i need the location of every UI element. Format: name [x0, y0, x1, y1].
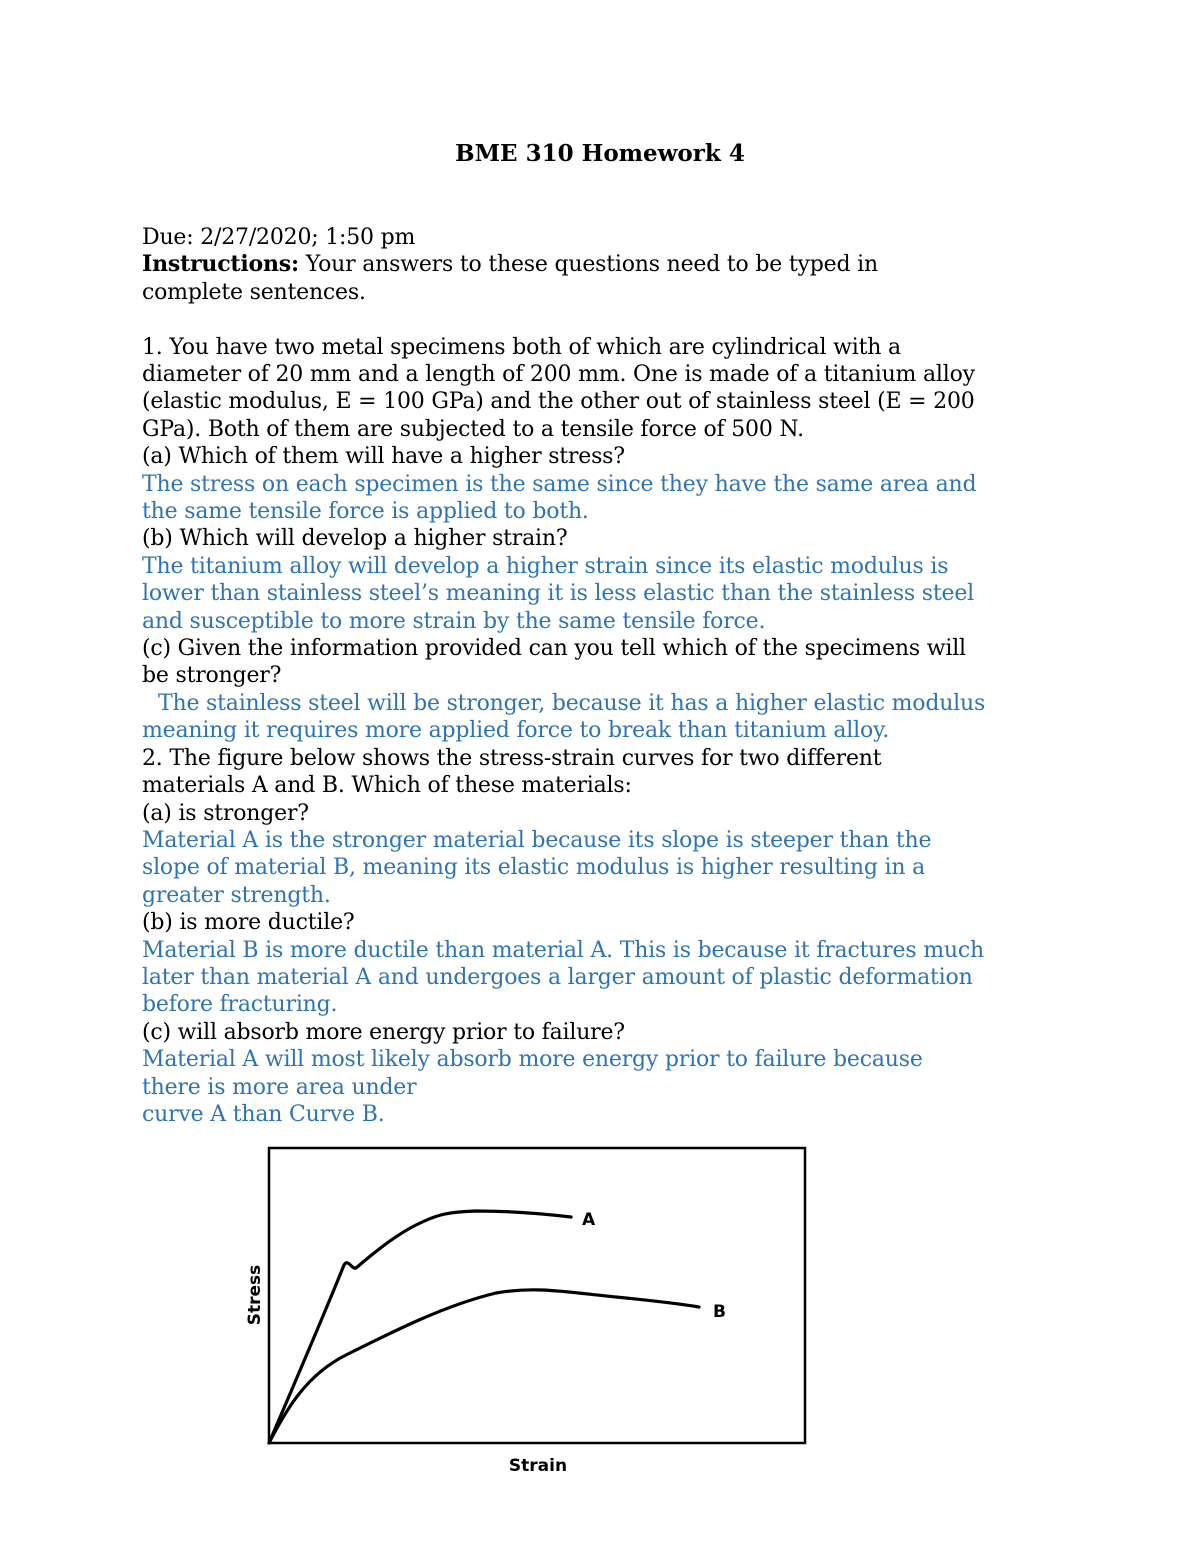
curve-a-label: A [582, 1210, 596, 1230]
x-axis-label: Strain [508, 1456, 568, 1476]
plot-frame [269, 1148, 805, 1443]
q2c-answer: curve A than Curve B. [142, 1101, 385, 1127]
q1c-question: be stronger? [142, 663, 282, 689]
q1a-answer: the same tensile force is applied to both. [142, 499, 589, 525]
q2a-question: (a) is stronger? [142, 800, 309, 826]
q2b-answer: later than material A and undergoes a larger amount of plastic deformation [142, 964, 973, 990]
y-axis-label: Stress [245, 1264, 265, 1326]
q1-line: (elastic modulus, E = 100 GPa) and the other out of stainless steel (E = 200 [142, 389, 975, 415]
curve-a [269, 1211, 571, 1443]
q1a-answer: The stress on each specimen is the same since they have the same area and [142, 471, 977, 497]
q2-line: materials A and B. Which of these materials: [142, 773, 632, 799]
q2b-answer: before fracturing. [142, 992, 338, 1018]
q1c-answer: The stainless steel will be stronger, because it has a higher elastic modulus [158, 690, 986, 716]
curve-b-label: B [713, 1302, 726, 1322]
q2c-answer: Material A will most likely absorb more energy prior to failure because [142, 1047, 923, 1073]
instructions-label: Instructions: [142, 251, 299, 278]
instructions-text-continued: complete sentences. [142, 279, 366, 305]
q1c-question: (c) Given the information provided can you tell which of the specimens will [142, 636, 966, 662]
q2b-question: (b) is more ductile? [142, 910, 355, 936]
stress-strain-svg [236, 1140, 826, 1480]
q1b-question: (b) Which will develop a higher strain? [142, 526, 568, 552]
stress-strain-figure [236, 1140, 826, 1480]
instructions [142, 251, 1072, 278]
q1-line: GPa). Both of them are subjected to a tensile force of 500 N. [142, 416, 804, 442]
q1b-answer: and susceptible to more strain by the same tensile force. [142, 608, 766, 634]
q1c-answer: meaning it requires more applied force to break than titanium alloy. [142, 718, 890, 744]
page-title: BME 310 Homework 4 [455, 140, 745, 167]
instructions-text: Your answers to these questions need to be typed in [298, 252, 878, 278]
q2a-answer: Material A is the stronger material because its slope is steeper than the [142, 827, 932, 853]
q2a-answer: greater strength. [142, 882, 331, 908]
q2c-question: (c) will absorb more energy prior to failure? [142, 1019, 625, 1045]
document-body [142, 224, 1072, 1128]
q2a-answer: slope of material B, meaning its elastic modulus is higher resulting in a [142, 855, 926, 881]
q1a-question: (a) Which of them will have a higher stress? [142, 444, 625, 470]
q2-line: 2. The figure below shows the stress-strain curves for two different [142, 745, 882, 771]
q1-line: 1. You have two metal specimens both of which are cylindrical with a [142, 334, 901, 360]
curve-b [269, 1290, 699, 1443]
q1b-answer: lower than stainless steel’s meaning it is less elastic than the stainless steel [142, 581, 975, 607]
q2b-answer: Material B is more ductile than material A. This is because it fractures much [142, 937, 984, 963]
q1b-answer: The titanium alloy will develop a higher strain since its elastic modulus is [142, 553, 949, 579]
q2c-answer: there is more area under [142, 1074, 417, 1100]
q1-line: diameter of 20 mm and a length of 200 mm. One is made of a titanium alloy [142, 362, 975, 388]
spacer [142, 306, 1072, 333]
due-date: Due: 2/27/2020; 1:50 pm [142, 225, 416, 250]
